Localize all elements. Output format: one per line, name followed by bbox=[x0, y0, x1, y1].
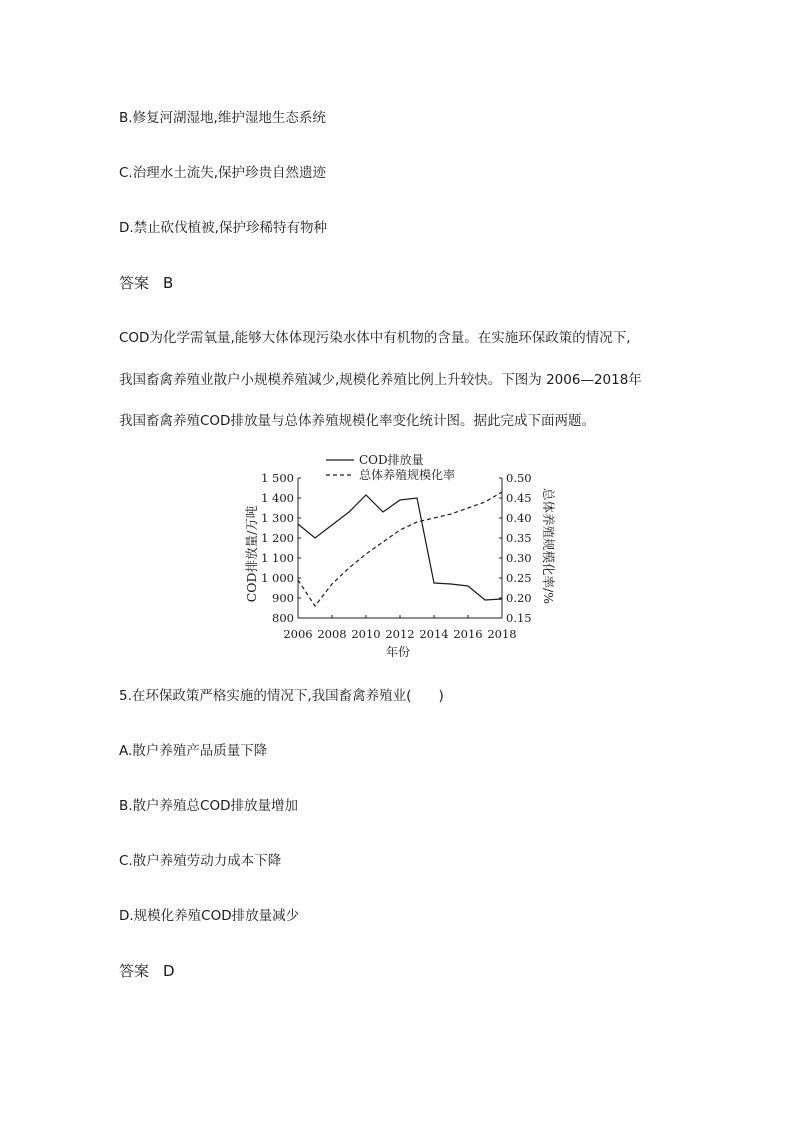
y-left-tick-label: 1 500 bbox=[261, 471, 294, 485]
option-q4-d: D.禁止砍伐植被,保护珍稀特有物种 bbox=[119, 220, 327, 236]
y-right-tick-label: 0.15 bbox=[506, 611, 532, 625]
answer-value: D bbox=[163, 962, 175, 980]
option-q5-a: A.散户养殖产品质量下降 bbox=[119, 743, 268, 759]
question-5-stem: 5.在环保政策严格实施的情况下,我国畜禽养殖业( ) bbox=[119, 688, 444, 704]
legend-label: COD排放量 bbox=[359, 453, 424, 467]
option-q5-c: C.散户养殖劳动力成本下降 bbox=[119, 853, 282, 869]
y-right-tick-label: 0.35 bbox=[506, 531, 532, 545]
legend-label: 总体养殖规模化率 bbox=[359, 468, 456, 482]
passage-line-2: 我国畜禽养殖业散户小规模养殖减少,规模化养殖比例上升较快。下图为 2006—2018年 bbox=[119, 372, 642, 388]
y-right-tick-label: 0.45 bbox=[506, 491, 532, 505]
answer-q4 bbox=[119, 274, 173, 292]
answer-label: 答案 bbox=[119, 962, 150, 980]
answer-value: B bbox=[163, 274, 174, 292]
option-q4-c: C.治理水土流失,保护珍贵自然遗迹 bbox=[119, 165, 327, 181]
y-left-tick-label: 1 300 bbox=[261, 511, 294, 525]
passage-line-3: 我国畜禽养殖COD排放量与总体养殖规模化率变化统计图。据此完成下面两题。 bbox=[119, 413, 595, 429]
y-left-tick-label: 900 bbox=[272, 591, 294, 605]
x-axis-title: 年份 bbox=[385, 645, 411, 659]
series-line-cod bbox=[298, 495, 502, 600]
x-tick-label: 2012 bbox=[385, 627, 415, 641]
cod-line-chart bbox=[240, 450, 560, 665]
x-tick-label: 2014 bbox=[419, 627, 449, 641]
y-right-tick-label: 0.20 bbox=[506, 591, 532, 605]
y-left-tick-label: 1 000 bbox=[261, 571, 294, 585]
y-right-tick-label: 0.25 bbox=[506, 571, 532, 585]
y-right-tick-label: 0.50 bbox=[506, 471, 532, 485]
y-right-tick-label: 0.30 bbox=[506, 551, 532, 565]
option-q4-b: B.修复河湖湿地,维护湿地生态系统 bbox=[119, 110, 326, 126]
option-q5-d: D.规模化养殖COD排放量减少 bbox=[119, 908, 300, 924]
x-tick-label: 2018 bbox=[487, 627, 517, 641]
y-left-tick-label: 1 100 bbox=[261, 551, 294, 565]
x-tick-label: 2010 bbox=[351, 627, 381, 641]
option-q5-b: B.散户养殖总COD排放量增加 bbox=[119, 798, 298, 814]
x-tick-label: 2008 bbox=[317, 627, 347, 641]
passage-line-1: COD为化学需氧量,能够大体体现污染水体中有机物的含量。在实施环保政策的情况下, bbox=[119, 330, 631, 346]
answer-label: 答案 bbox=[119, 274, 150, 292]
x-tick-label: 2006 bbox=[283, 627, 313, 641]
y-left-tick-label: 1 400 bbox=[261, 491, 294, 505]
answer-q5 bbox=[119, 962, 175, 980]
y-left-tick-label: 1 200 bbox=[261, 531, 294, 545]
y-left-tick-label: 800 bbox=[272, 611, 294, 625]
y-right-axis-title: 总体养殖规模化率/% bbox=[541, 487, 556, 605]
y-left-axis-title: COD排放量/万吨 bbox=[244, 505, 259, 603]
y-right-tick-label: 0.40 bbox=[506, 511, 532, 525]
x-tick-label: 2016 bbox=[453, 627, 483, 641]
